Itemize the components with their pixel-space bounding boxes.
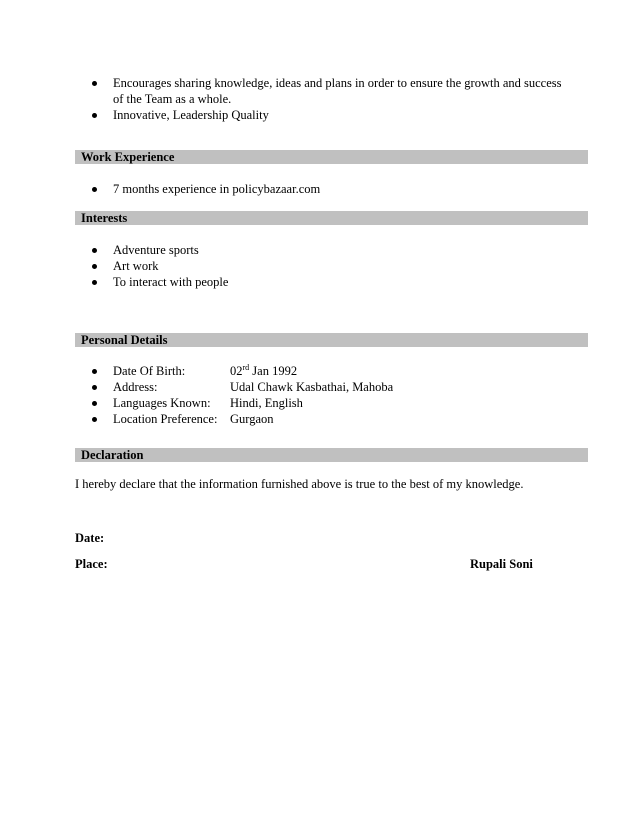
work-experience-list <box>92 181 320 197</box>
bullet-icon <box>92 385 97 390</box>
skills-list <box>92 75 561 123</box>
list-item: Adventure sports <box>92 242 228 258</box>
personal-details-list <box>92 363 393 427</box>
languages-label: Languages Known: <box>113 396 211 410</box>
list-item <box>92 395 393 411</box>
section-heading-work-experience: Work Experience <box>75 150 588 164</box>
location-label: Location Preference: <box>113 412 218 426</box>
signature-name: Rupali Soni <box>470 557 533 571</box>
bullet-icon <box>92 81 97 86</box>
bullet-icon <box>92 113 97 118</box>
list-item <box>92 411 393 427</box>
list-item <box>92 379 393 395</box>
date-label: Date: <box>75 531 105 545</box>
list-item: To interact with people <box>92 274 228 290</box>
bullet-icon <box>92 401 97 406</box>
section-heading-interests: Interests <box>75 211 588 225</box>
section-heading-personal-details: Personal Details <box>75 333 588 347</box>
bullet-icon <box>92 280 97 285</box>
list-item: 7 months experience in policybazaar.com <box>92 181 320 197</box>
location-value: Gurgaon <box>230 412 274 426</box>
bullet-icon <box>92 417 97 422</box>
dob-value: 02rd Jan 1992 <box>230 362 298 378</box>
section-heading-declaration: Declaration <box>75 448 588 462</box>
languages-value: Hindi, English <box>230 396 303 410</box>
list-item <box>92 363 393 379</box>
list-item: Art work <box>92 258 228 274</box>
bullet-icon <box>92 369 97 374</box>
bullet-icon <box>92 264 97 269</box>
declaration-text: I hereby declare that the information furnished above is true to the best of my knowledge. <box>75 477 524 491</box>
list-item: Innovative, Leadership Quality <box>92 107 561 123</box>
address-label: Address: <box>113 380 158 394</box>
bullet-icon <box>92 187 97 192</box>
bullet-icon <box>92 248 97 253</box>
dob-label: Date Of Birth: <box>113 364 186 378</box>
list-item: Encourages sharing knowledge, ideas and plans in order to ensure the growth and success of the Team as a whole. <box>92 75 561 107</box>
address-value: Udal Chawk Kasbathai, Mahoba <box>230 380 394 394</box>
interests-list <box>92 242 228 290</box>
place-label: Place: <box>75 557 108 571</box>
